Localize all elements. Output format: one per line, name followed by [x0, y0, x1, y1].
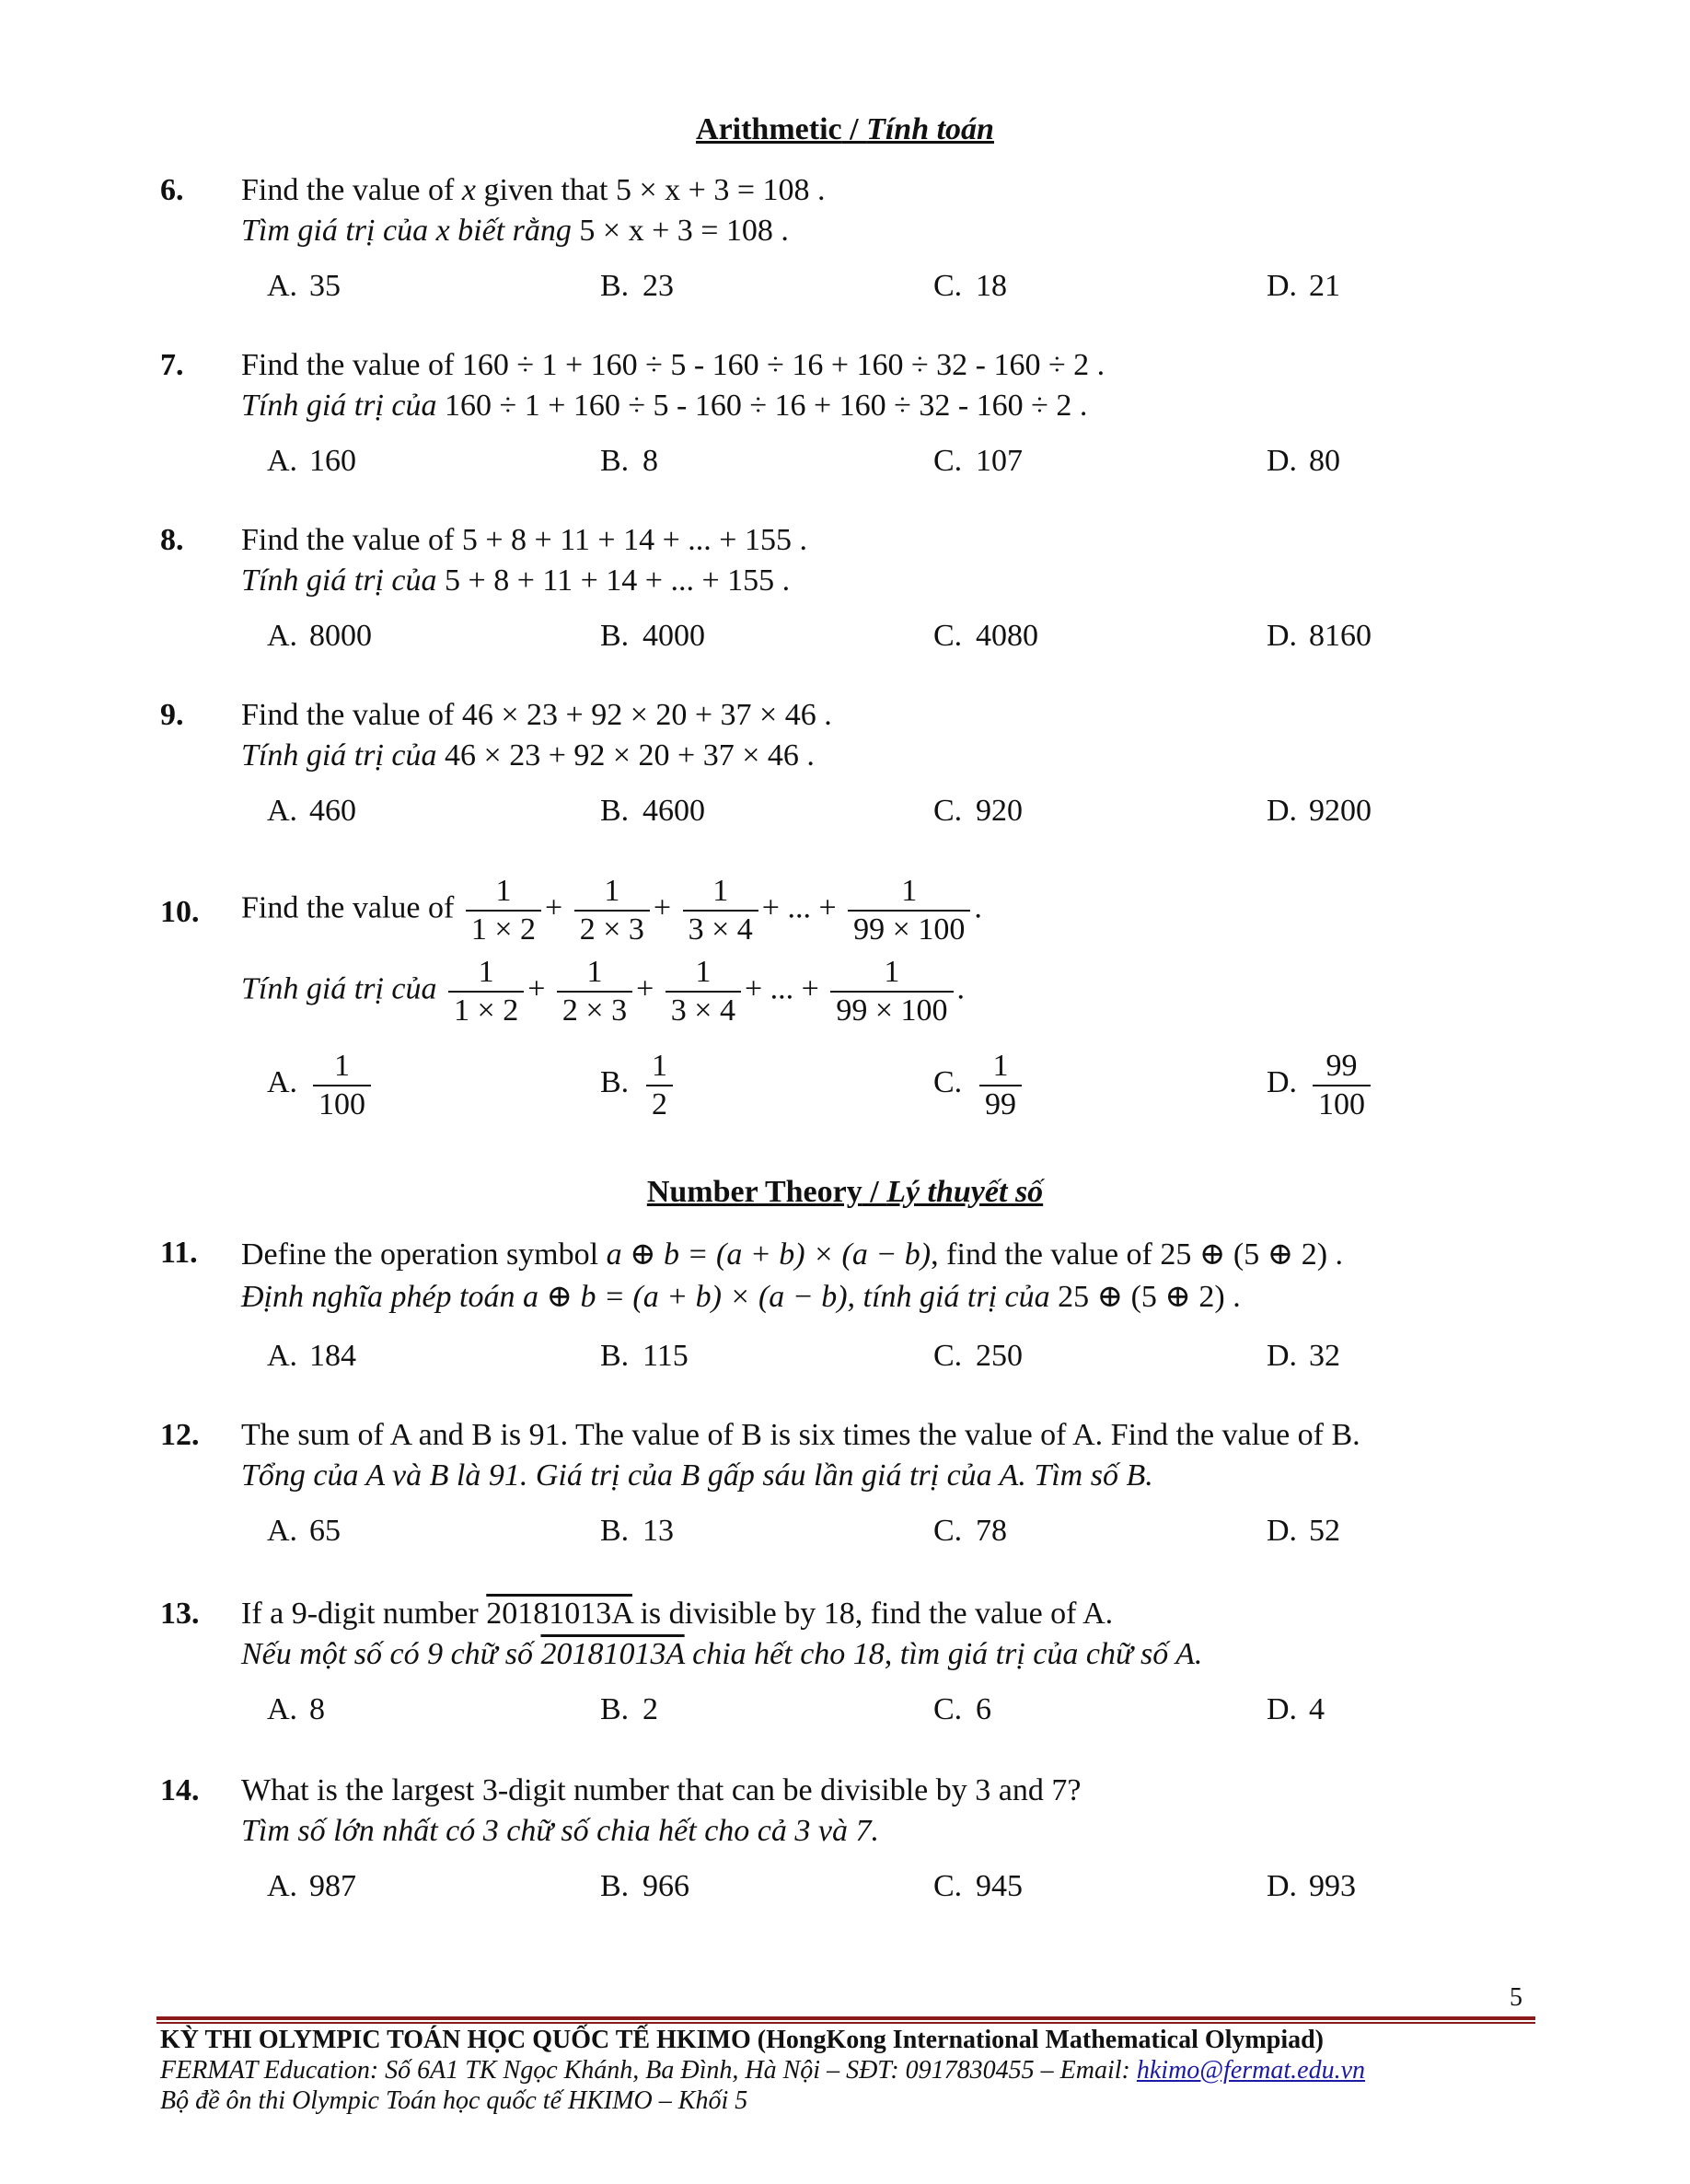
question-text-en: The sum of A and B is 91. The value of B is six times the value of A. Find the value of B. [241, 1418, 1360, 1452]
option-b[interactable]: B. 4600 [600, 794, 705, 828]
question-text-vi: Định nghĩa phép toán a ⊕ b = (a + b) × (a − b), tính giá trị của 25 ⊕ (5 ⊕ 2) . [241, 1280, 1241, 1314]
question-number: 10. [160, 895, 200, 929]
question-text-vi: Tổng của A và B là 91. Giá trị của B gấp sáu lần giá trị của A. Tìm số B. [241, 1458, 1153, 1493]
fraction: $\frac{1}{1 \times 2}$ [466, 875, 541, 946]
option-d[interactable]: D. 21 [1267, 269, 1340, 303]
section-title-en: Arithmetic [696, 112, 842, 146]
option-a[interactable]: A. 987 [267, 1869, 356, 1903]
overlined-number: 20181013A [540, 1637, 685, 1671]
option-b[interactable]: B. 115 [600, 1339, 689, 1373]
option-b[interactable]: B. $\frac{1}{2}$ [600, 1050, 677, 1121]
fraction: $\frac{1}{99 \times 100}$ [848, 875, 970, 946]
question-number: 12. [160, 1418, 200, 1452]
option-c[interactable]: C. 250 [933, 1339, 1023, 1373]
question-text-en: Find the value of 46 × 23 + 92 × 20 + 37 × 46 . [241, 698, 832, 732]
email-link[interactable]: hkimo@fermat.edu.vn [1136, 2056, 1366, 2085]
footer-divider [156, 2016, 1535, 2020]
question-text-en: Find the value of $\frac{1}{1 \times 2}$ + $\frac{1}{2 \times 3}$ + $\frac{1}{3 \times 4}$ + ... + $\frac{1}{99 \times 100}$ . [241, 874, 982, 947]
fraction: $\frac{1}{99 \times 100}$ [830, 956, 953, 1027]
question-text-vi: Tìm số lớn nhất có 3 chữ số chia hết cho cả 3 và 7. [241, 1814, 879, 1848]
option-b[interactable]: B. 4000 [600, 619, 705, 653]
question-text-en: Find the value of 5 + 8 + 11 + 14 + ... + 155 . [241, 523, 807, 557]
question-number: 7. [160, 348, 184, 382]
option-c[interactable]: C. 6 [933, 1692, 991, 1726]
footer-title: KỲ THI OLYMPIC TOÁN HỌC QUỐC TẾ HKIMO (HongKong International Mathematical Olympiad) [160, 2026, 1324, 2054]
fraction: $\frac{1}{3 \times 4}$ [666, 956, 741, 1027]
fraction: $\frac{1}{2 \times 3}$ [574, 875, 650, 946]
option-c[interactable]: C. 945 [933, 1869, 1023, 1903]
option-d[interactable]: D. 52 [1267, 1514, 1340, 1548]
option-b[interactable]: B. 966 [600, 1869, 689, 1903]
section-title-number-theory: Number Theory / Lý thuyết số [646, 1175, 1044, 1209]
question-number: 8. [160, 523, 184, 557]
question-text-vi: Nếu một số có 9 chữ số 20181013A chia hết cho 18, tìm giá trị của chữ số A. [241, 1637, 1203, 1671]
question-number: 13. [160, 1597, 200, 1631]
question-text-en: If a 9-digit number 20181013A is divisible by 18, find the value of A. [241, 1597, 1114, 1631]
footer-subtitle: Bộ đề ôn thi Olympic Toán học quốc tế HKIMO – Khối 5 [160, 2086, 748, 2115]
option-b[interactable]: B. 8 [600, 444, 658, 478]
page-number: 5 [1510, 1983, 1522, 2012]
section-title-arithmetic: Arithmetic / Tính toán [696, 112, 994, 146]
option-d[interactable]: D. 4 [1267, 1692, 1325, 1726]
option-a[interactable]: A. 8000 [267, 619, 372, 653]
option-b[interactable]: B. 13 [600, 1514, 674, 1548]
section-title-vi: Tính toán [866, 112, 994, 146]
question-number: 6. [160, 173, 184, 207]
option-a[interactable]: A. 8 [267, 1692, 325, 1726]
fraction: $\frac{1}{2 \times 3}$ [557, 956, 632, 1027]
question-text-vi: Tính giá trị của 5 + 8 + 11 + 14 + ... + 155 . [241, 563, 791, 598]
question-number: 9. [160, 698, 184, 732]
question-text-vi: Tìm giá trị của x biết rằng 5 × x + 3 = 108 . [241, 214, 789, 248]
question-text-vi: Tính giá trị của 160 ÷ 1 + 160 ÷ 5 - 160 ÷ 16 + 160 ÷ 32 - 160 ÷ 2 . [241, 389, 1088, 423]
option-a[interactable]: A. $\frac{1}{100}$ [267, 1050, 375, 1121]
option-c[interactable]: C. 4080 [933, 619, 1038, 653]
option-b[interactable]: B. 2 [600, 1692, 658, 1726]
option-b[interactable]: B. 23 [600, 269, 674, 303]
question-text-en: Find the value of x given that 5 × x + 3 = 108 . [241, 173, 826, 207]
option-c[interactable]: C. 107 [933, 444, 1023, 478]
question-number: 14. [160, 1773, 200, 1807]
option-a[interactable]: A. 460 [267, 794, 356, 828]
option-d[interactable]: D. $\frac{99}{100}$ [1267, 1050, 1374, 1121]
section-title-en: Number Theory [646, 1175, 862, 1209]
option-c[interactable]: C. 78 [933, 1514, 1007, 1548]
question-text-vi: Tính giá trị của 46 × 23 + 92 × 20 + 37 × 46 . [241, 738, 815, 773]
option-d[interactable]: D. 993 [1267, 1869, 1356, 1903]
option-c[interactable]: C. 18 [933, 269, 1007, 303]
option-d[interactable]: D. 8160 [1267, 619, 1372, 653]
overlined-number: 20181013A [486, 1597, 632, 1631]
option-c[interactable]: C. $\frac{1}{99}$ [933, 1050, 1025, 1121]
option-d[interactable]: D. 32 [1267, 1339, 1340, 1373]
option-a[interactable]: A. 160 [267, 444, 356, 478]
question-number: 11. [160, 1236, 198, 1270]
section-title-vi: Lý thuyết số [886, 1175, 1044, 1209]
option-a[interactable]: A. 35 [267, 269, 341, 303]
question-text-en: Define the operation symbol a ⊕ b = (a + b) × (a − b), find the value of 25 ⊕ (5 ⊕ 2) . [241, 1237, 1344, 1272]
footer-contact: FERMAT Education: Số 6A1 TK Ngọc Khánh, Ba Đình, Hà Nội – SĐT: 0917830455 – Email: hkimo@fermat.edu.vn [160, 2056, 1366, 2085]
fraction: $\frac{1}{1 \times 2}$ [448, 956, 524, 1027]
question-text-vi: Tính giá trị của $\frac{1}{1 \times 2}$ + $\frac{1}{2 \times 3}$ + $\frac{1}{3 \times 4}$ + ... + $\frac{1}{99 \times 100}$ . [241, 955, 966, 1028]
fraction: $\frac{1}{3 \times 4}$ [683, 875, 758, 946]
option-d[interactable]: D. 9200 [1267, 794, 1372, 828]
option-c[interactable]: C. 920 [933, 794, 1023, 828]
option-a[interactable]: A. 184 [267, 1339, 356, 1373]
option-a[interactable]: A. 65 [267, 1514, 341, 1548]
question-text-en: What is the largest 3-digit number that can be divisible by 3 and 7? [241, 1773, 1082, 1807]
option-d[interactable]: D. 80 [1267, 444, 1340, 478]
footer-divider [156, 2022, 1535, 2024]
question-text-en: Find the value of 160 ÷ 1 + 160 ÷ 5 - 160 ÷ 16 + 160 ÷ 32 - 160 ÷ 2 . [241, 348, 1105, 382]
